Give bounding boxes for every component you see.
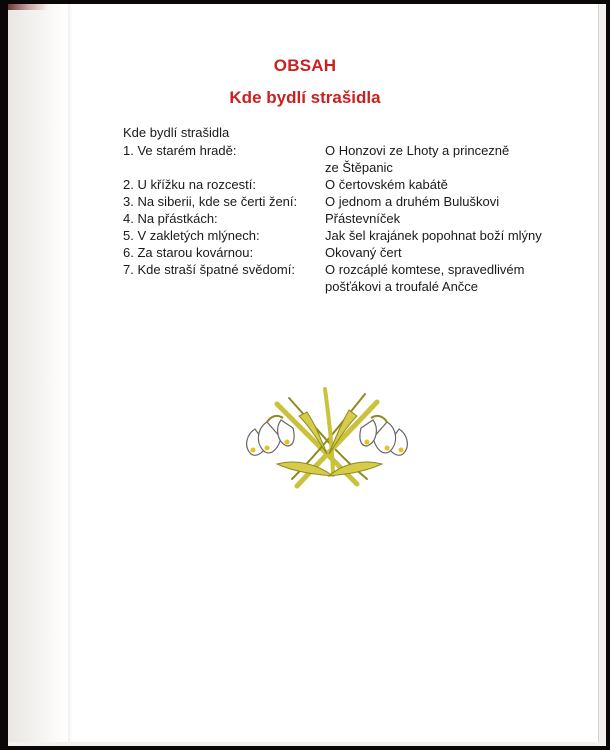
toc-place: 6. Za starou kovárnou: (123, 245, 254, 260)
toc-entry (0, 143, 610, 175)
toc-entry (0, 177, 610, 194)
toc-place: 4. Na přástkách: (123, 211, 218, 226)
toc-entry (0, 262, 610, 294)
toc-story: Jak šel krajánek popohnat boží mlýny (325, 228, 542, 243)
toc-story-continuation: pošťákovi a troufalé Ančce (325, 279, 479, 294)
snowdrop-flowers-icon (237, 384, 417, 494)
page-title: OBSAH (273, 56, 337, 75)
toc-place: 5. V zakletých mlýnech: (123, 228, 260, 243)
toc-entry (0, 245, 610, 262)
cover-edge (8, 4, 48, 10)
toc-place: 3. Na siberii, kde se čerti žení: (123, 194, 298, 209)
toc-story: Přástevníček (325, 211, 401, 226)
toc-place: 2. U křížku na rozcestí: (123, 177, 256, 192)
toc-story: Okovaný čert (325, 245, 402, 260)
toc-story: O čertovském kabátě (325, 177, 448, 192)
toc-heading: Kde bydlí strašidla (123, 125, 230, 140)
page-subtitle: Kde bydlí strašidla (229, 88, 381, 107)
book (8, 4, 606, 746)
toc-story: O jednom a druhém Buluškovi (325, 194, 500, 209)
stem (325, 389, 333, 474)
toc-story: O rozcáplé komtese, spravedlivém (325, 262, 525, 277)
toc-story-continuation: ze Štěpanic (325, 160, 393, 175)
toc-entry (0, 211, 610, 228)
toc-place: 7. Kde straší špatné svědomí: (123, 262, 295, 277)
toc-entry (0, 194, 610, 211)
right-snowdrop-icon (360, 416, 407, 455)
toc-place: 1. Ve starém hradě: (123, 143, 237, 158)
page-gutter (8, 4, 68, 742)
page (8, 4, 599, 742)
left-snowdrop-icon (247, 416, 294, 455)
toc-story: O Honzovi ze Lhoty a princezně (325, 143, 510, 158)
toc-entry (0, 228, 610, 245)
